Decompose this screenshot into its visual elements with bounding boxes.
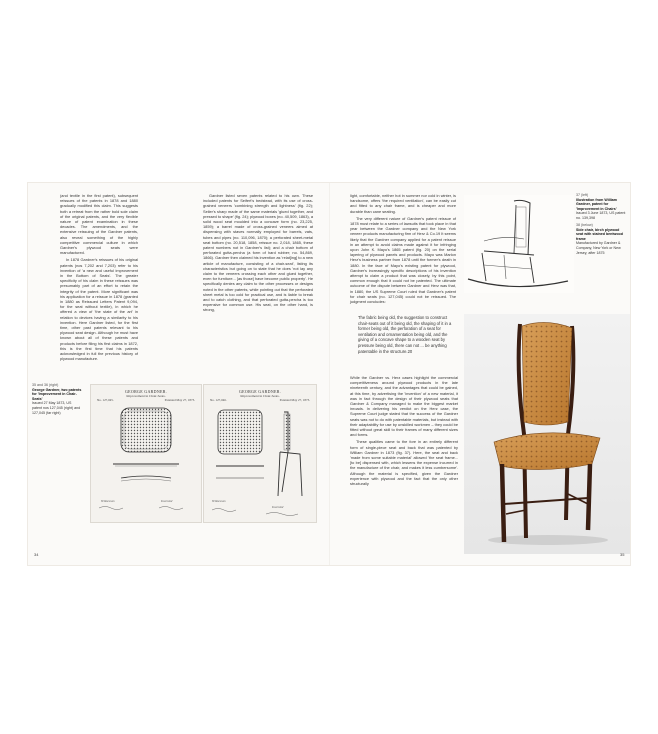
- left-column-1: [60, 193, 138, 364]
- left-column-2: [203, 193, 313, 315]
- caption-body: Manufactured by Gardner & Company, New York or New Jersey, after 1875: [576, 241, 621, 255]
- chair-seat-drawing: [204, 402, 316, 520]
- svg-text:Inventor: Inventor: [161, 499, 173, 503]
- page-number-right: 35: [620, 552, 625, 557]
- paragraph: These qualities came to the fore in an entirely different form of single-piece seat and back that was patented by William Gardner in 1873 (fig. 37). Here, the seat and back 'made from some suitable material' allowed 'the seat frame... [to be] dispensed with, which lessens the expense incurred in the manufacture of the chair, and makes it less cumbersome'. Although the material is specified, given the Gardner experience with plywood and the fact that the only other structurally: [350, 439, 458, 487]
- caption-number: 37 (left): [576, 193, 589, 197]
- figure-caption-37: [576, 193, 626, 221]
- side-chair-photo: [464, 314, 630, 554]
- caption-body: Issued 3 June 1873, US patent no. 139,398: [576, 211, 626, 220]
- svg-text:Witnesses: Witnesses: [101, 499, 115, 503]
- paragraph: light, comfortable, neither hot in summer nor cold in winter, is handsome, offers 'the required ventilation', can be easily cut and fitted to any chair frame, and is cheaper and more durable than cane seating.: [350, 193, 456, 214]
- figure-caption-35-36: [32, 383, 82, 415]
- gutter: [329, 183, 330, 565]
- patent-drawing-1: [90, 384, 202, 523]
- paragraph: In 1878 Gardner's reissues of his original patents (nos 7,202 and 7,203) refer to his invention of 'a new and useful improvement in the Bottom of Seats'. The greater specificity of his claim in these reissues was presumably part of an effort to retain the integrity of the patent. More significant was his application for a reissue in 1878 (granted in 1880 as Reissued Letters Patent 9,094, for the seat without textile), in which he offered a view of 'the state of the art' in relation to devices having a similarity to his invention. Here Gardner listed, for the first time, other past patents relevant to his plywood seat design. Although he must have known about all of these patents and products before filing his first claims in 1872, this is the first time that his patents acknowledged in full the previous history of plywood manufacture.: [60, 257, 138, 362]
- caption-number: 35 and 36 (right): [32, 383, 59, 387]
- caption-title: George Gardner, two patents for 'Improvement in Chair-Seats': [32, 387, 82, 401]
- rocking-chair-illustration: [464, 195, 574, 293]
- patent-date: Patented May 27, 1873.: [164, 398, 195, 402]
- figure-caption-38: [576, 223, 626, 255]
- caption-number: 38 (below): [576, 223, 593, 227]
- paragraph: Gardner listed seven patents related to his own. These included patents for Seifert's bedstead, with its use of cross-grained veneers 'combining strength and lightness' (fig. 22); Seiler's sharp made of the same materials 'glued together, and pressed to shape' (fig. 24); plywood boxes (no. 40,509, 1863), a solid wood seat moulded into a concave form (no. 23,225, 1859); a barrel made of cross-grained veneers aimed at dispensing with staves normally employed for barrels, vats, tubes and pipes (no. 110,096, 1870); a perforated sheet-metal seat bottom (no. 20,518, 1858, reissue no. 2,018, 1865, these patent numbers not in Gardner's list); and a chair bottom of perforated gutta-percha (a form of hard rubber; no. 54,869, 1866). Gardner then claimed his invention as 'relat[ing] to a new article of manufacture, consisting of a chair-seat', listing its characteristics but going on to state that he does 'not lay any claim to the veneers crossing each other and glued together, even for furniture... [as those] have become public property'. He specifically denies any claim to the other processes or designs noted in the other patents, while pointing out that the perforated sheet metal is too cold for practical use, and is liable to break and to catch clothing, and that perforated gutta-percha is too expensive for common use. His seat, on the other hand, is strong,: [203, 193, 313, 313]
- patent-subtitle: Improvement in Chair-Seats.: [126, 394, 166, 398]
- patent-date: Patented May 27, 1873.: [279, 398, 310, 402]
- paragraph: While the Gardner vs. Herz cases highlight the commercial competitiveness around plywood products in the late nineteenth century, and the advantages that could be gained, at this time, by advertising the 'invention' of a new material, it was in fact through the design of their plywood seats that Gardner & Company managed to make the biggest market inroads. In delivering his verdict on the Herz case, the Supreme Court judge stated that the success of the Gardner seats was not to do with patentable materials, but instead with their adaptability for use by unskilled workmen – they could be fitted without great skill to their frames of many different sizes and forms.: [350, 375, 458, 438]
- patent-number: No. 127,045.: [97, 398, 114, 402]
- svg-text:Inventor: Inventor: [272, 505, 284, 509]
- patent-name: GEORGE GARDNER.: [238, 389, 282, 394]
- book-spread: [28, 183, 630, 565]
- svg-text:Witnesses: Witnesses: [212, 499, 226, 503]
- right-column-2: [350, 375, 458, 488]
- caption-body: Issued 27 May 1873, US patent nos 127,045 (right) and 127,045 (far right): [32, 401, 81, 415]
- right-column-1: [350, 193, 456, 306]
- patent-name: GEORGE GARDNER.: [124, 389, 168, 394]
- patent-subtitle: Improvement in Chair-Seats.: [240, 394, 280, 398]
- patent-number: No. 127,046.: [210, 398, 227, 402]
- caption-title: Illustration from William Gardner, patent for 'Improvement in Chairs': [576, 197, 617, 211]
- page-number-left: 34: [34, 552, 39, 557]
- block-quote: The fabric being old, the suggestion to construct chair-seats out of it being old, the shaping of it in a former being old, the perforation of a seat for ventilation and ornamentation being old, and the giving of a concave shape to a wooden seat by pressure being old, there can not ... be anything patentable in the structure.20: [358, 315, 452, 354]
- cane-seat-drawing: [91, 402, 201, 520]
- paragraph: The very different nature of Gardner's patent reissue of 1878 must relate to a series of lawsuits that took place in that year between the Gardner company and the New York veneer products manufacturing firm of Herz & Co.19 It seems likely that the Gardner company applied for a patent reissue in an attempt to avoid claims made against it for infringing upon John K. Mayo's 1865 patent (fig. 20) on the serial layering of plywood panels and products. Mayo was Marlon Herz's business partner from 1878 until the former's death in 1880. In the face of Mayo's existing patent for plywood, Gardner's increasingly specific descriptions of his invention attempt to claim a product that was closely, by this point, common enough that it could not be patented. The ultimate outcome of the dispute between Gardner and Herz was that, in 1880, the US Supreme Court ruled that Gardner's patent for chair seats (no. 127,045) could not be reissued. The judgment concludes:: [350, 215, 456, 305]
- patent-drawing-2: [203, 384, 317, 523]
- paragraph: (and textile in the first patent), subsequent reissues of the patents in 1878 and 1880 gradually modified this claim. This suggests both a retreat from the rather bold sole claim of the original patents, and the very flexible nature of patent examination in these decades. The amendments, and the extensive reissuing of the Gardner patents, also reveal something of the highly competitive commercial culture in which Gardner's plywood seats were manufactured.: [60, 193, 138, 256]
- caption-title: Side chair, birch plywood seat with stained bentwood frame: [576, 227, 623, 241]
